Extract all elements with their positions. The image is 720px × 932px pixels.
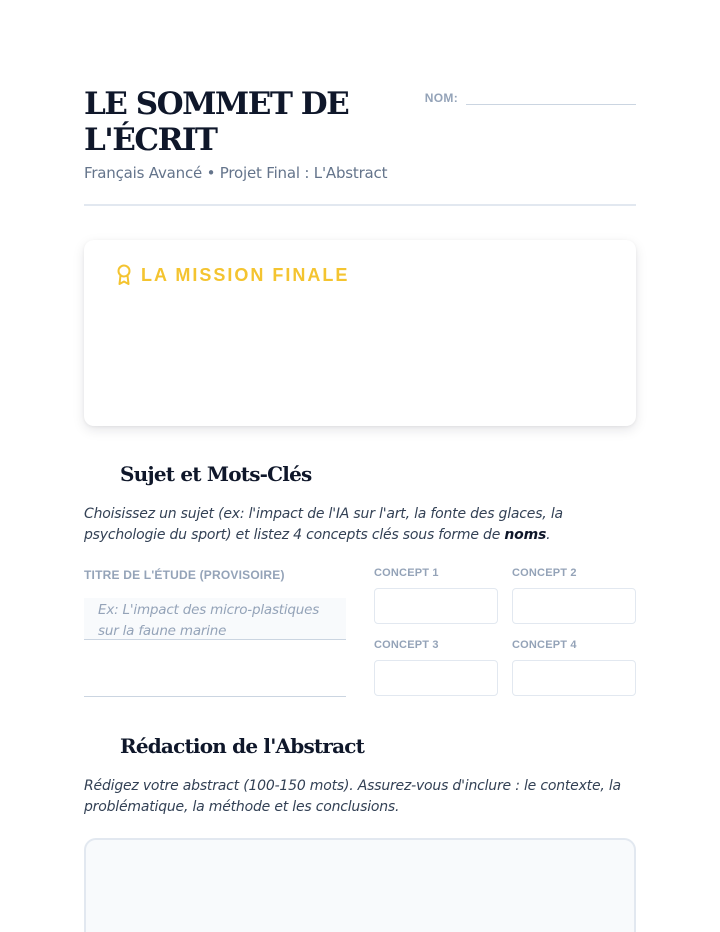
mission-title: LA MISSION FINALE [141,264,350,285]
sujet-instructions-emphasis: noms [504,527,547,543]
concept-3-label: CONCEPT 3 [374,639,439,651]
concept-4-label: CONCEPT 4 [512,639,577,651]
study-title-placeholder: Ex: L'impact des micro-plastiques sur la faune marine [98,602,320,639]
concept-1 [374,567,498,624]
concept-2-input[interactable] [512,588,636,624]
abstract-textarea[interactable] [84,838,636,932]
concept-3-input[interactable] [374,660,498,696]
study-title-label: TITRE DE L'ÉTUDE (PROVISOIRE) [84,568,285,582]
header-divider [84,204,636,206]
study-title-input[interactable] [84,598,346,640]
abstract-instructions: Rédigez votre abstract (100-150 mots). Assurez-vous d'inclure : le contexte, la problématique, la méthode et les conclusions. [84,778,621,815]
section-title-sujet: Sujet et Mots-Clés [120,462,312,486]
concept-2-label: CONCEPT 2 [512,567,577,579]
page-subtitle: Français Avancé • Projet Final : L'Abstract [84,164,388,182]
award-icon [116,264,132,286]
concept-4-input[interactable] [512,660,636,696]
page-header [84,86,636,182]
name-field[interactable] [425,88,636,105]
concept-4 [512,639,636,696]
page-title: LE SOMMET DE L'ÉCRIT [84,86,349,158]
concept-3 [374,639,498,696]
concept-1-label: CONCEPT 1 [374,567,439,579]
name-input-line[interactable] [466,88,636,105]
mission-card [84,240,636,426]
section-title-abstract: Rédaction de l'Abstract [120,734,365,758]
study-title-rule [84,696,346,697]
concept-2 [512,567,636,624]
name-label: NOM: [424,91,458,105]
mission-header [116,264,349,286]
concept-1-input[interactable] [374,588,498,624]
sujet-instructions-text: Choisissez un sujet (ex: l'impact de l'IA sur l'art, la fonte des glaces, la psychologie du sport) et listez 4 concepts clés sous forme de [84,506,563,543]
sujet-instructions [84,504,636,546]
sujet-instructions-end: . [546,527,551,543]
